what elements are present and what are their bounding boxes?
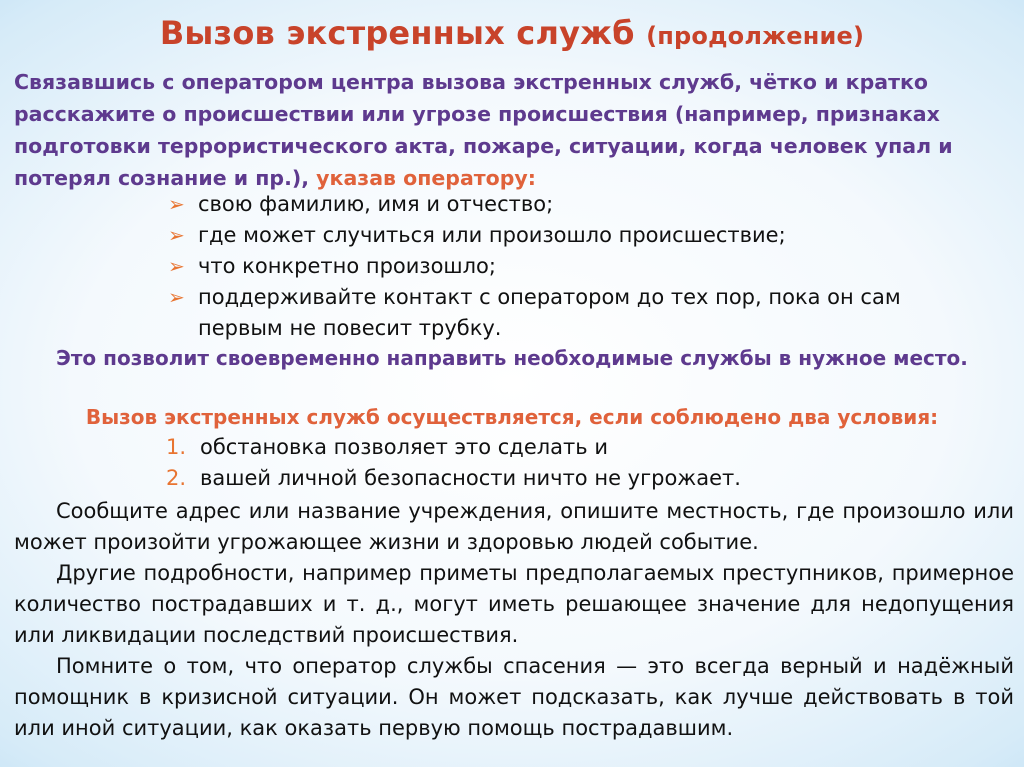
intro-accent: указав оператору: xyxy=(316,166,536,190)
intro-paragraph xyxy=(14,66,1012,194)
arrow-bullet-icon: ➢ xyxy=(168,192,185,216)
list-item xyxy=(166,463,741,494)
body-paragraph: Помните о том, что оператор службы спасения — это всегда верный и надёжный помощник в кризисной ситуации. Он может подсказать, как лучше действовать в той или иной ситуации, как оказать первую помощь пострадавшим. xyxy=(14,654,1014,740)
title-main: Вызов экстренных служб xyxy=(159,14,635,52)
list-item-text: поддерживайте контакт с оператором до тех пор, пока он сам xyxy=(198,285,901,309)
list-item xyxy=(166,189,901,220)
conditions-list xyxy=(166,432,741,494)
list-item-continuation: первым не повесит трубку. xyxy=(198,316,502,340)
arrow-bullet-icon: ➢ xyxy=(168,223,185,247)
conditions-heading: Вызов экстренных служб осуществляется, если соблюдено два условия: xyxy=(85,405,939,429)
slide-title xyxy=(0,14,1024,52)
summary-note: Это позволит своевременно направить необходимые службы в нужное место. xyxy=(56,346,968,370)
arrow-bullet-icon: ➢ xyxy=(168,254,185,278)
body-paragraph: Сообщите адрес или название учреждения, опишите местность, где произошло или может произойти угрожающее жизни и здоровью людей событие. xyxy=(14,499,1014,554)
list-item xyxy=(166,251,901,282)
list-item-text: что конкретно произошло; xyxy=(198,254,496,278)
list-item-text: свою фамилию, имя и отчество; xyxy=(198,192,554,216)
body-paragraph: Другие подробности, например приметы предполагаемых преступников, примерное количество пострадавших и т. д., могут иметь решающее значение для недопущения или ликвидации последствий происшествия. xyxy=(14,561,1014,647)
list-number: 1. xyxy=(166,435,187,459)
list-item-text: где может случиться или произошло происшествие; xyxy=(198,223,786,247)
body-text xyxy=(14,496,1014,744)
bullet-list xyxy=(166,189,901,344)
list-number: 2. xyxy=(166,466,187,490)
intro-text: Связавшись с оператором центра вызова экстренных служб, чётко и кратко расскажите о происшествии или угрозе происшествия (например, признаках подготовки террористического акта, пожаре, ситуации, когда человек упал и потерял сознание и пр.), xyxy=(14,70,953,190)
list-item xyxy=(166,220,901,251)
list-item-text: вашей личной безопасности ничто не угрожает. xyxy=(200,466,741,490)
arrow-bullet-icon: ➢ xyxy=(168,285,185,309)
list-item-text: обстановка позволяет это сделать и xyxy=(200,435,608,459)
title-subtitle: (продолжение) xyxy=(646,22,865,50)
list-item xyxy=(166,282,901,313)
list-item xyxy=(166,432,741,463)
